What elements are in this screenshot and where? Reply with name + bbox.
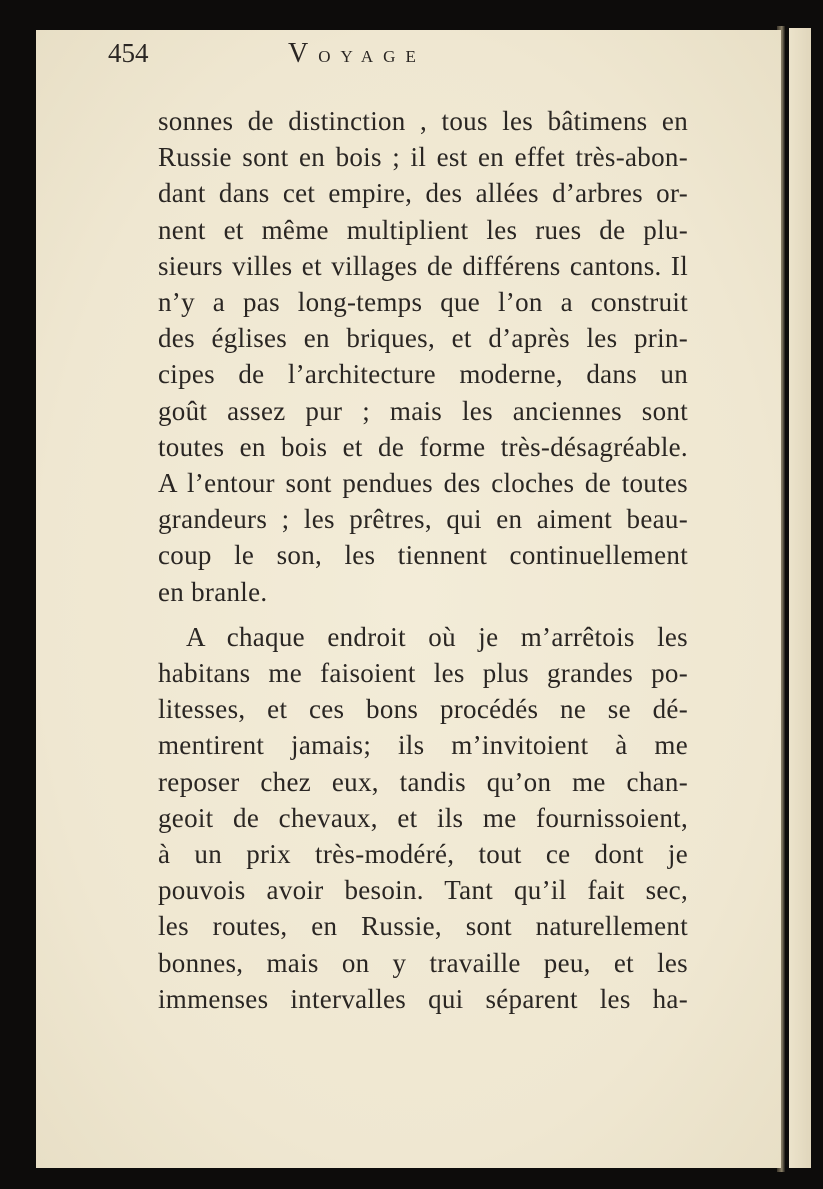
text-line: en branle. — [158, 576, 268, 607]
text-line: A chaque endroit où je m’arrêtois les — [186, 621, 688, 652]
text-line: cipes de l’architecture moderne, dans un — [158, 359, 688, 390]
running-title-initial: V — [288, 38, 319, 69]
running-title-rest: OYAGE — [318, 47, 426, 66]
text-line: Russie sont en bois ; il est en effet très-abon- — [158, 142, 688, 173]
running-title — [288, 38, 426, 70]
text-line: des églises en briques, et d’après les prin- — [158, 323, 688, 354]
text-line: immenses intervalles qui séparent les ha- — [158, 983, 688, 1014]
text-line: grandeurs ; les prêtres, qui en aiment beau- — [158, 504, 688, 535]
text-line: coup le son, les tiennent continuellement — [158, 540, 688, 571]
text-line: A l’entour sont pendues des cloches de toutes — [158, 468, 688, 499]
page-header — [108, 38, 668, 78]
text-line: les routes, en Russie, sont naturellement — [158, 911, 688, 942]
text-line: reposer chez eux, tandis qu’on me chan- — [158, 766, 688, 797]
text-line: sieurs villes et villages de différens cantons. Il — [158, 250, 688, 281]
text-line: geoit de chevaux, et ils me fournissoient, — [158, 802, 688, 833]
text-line: bonnes, mais on y travaille peu, et les — [158, 947, 688, 978]
text-line: pouvois avoir besoin. Tant qu’il fait sec, — [158, 875, 688, 906]
text-line: litesses, et ces bons procédés ne se dé- — [158, 694, 688, 725]
paragraph-2 — [158, 619, 688, 1017]
text-line: sonnes de distinction , tous les bâtimens en — [158, 106, 688, 136]
text-line: nent et même multiplient les rues de plu- — [158, 214, 688, 245]
text-line: à un prix très-modéré, tout ce dont je — [158, 839, 688, 870]
page-number: 454 — [108, 38, 149, 68]
paragraph-1 — [158, 103, 688, 610]
text-line: mentirent jamais; ils m’invitoient à me — [158, 730, 688, 761]
facing-page-edge — [789, 28, 811, 1168]
text-line: toutes en bois et de forme très-désagréable. — [158, 431, 688, 462]
text-line: goût assez pur ; mais les anciennes sont — [158, 395, 688, 426]
text-line: habitans me faisoient les plus grandes po- — [158, 658, 688, 689]
text-line: dant dans cet empire, des allées d’arbres or- — [158, 178, 688, 209]
text-line: n’y a pas long-temps que l’on a construit — [158, 287, 688, 318]
body-text — [158, 103, 688, 1026]
